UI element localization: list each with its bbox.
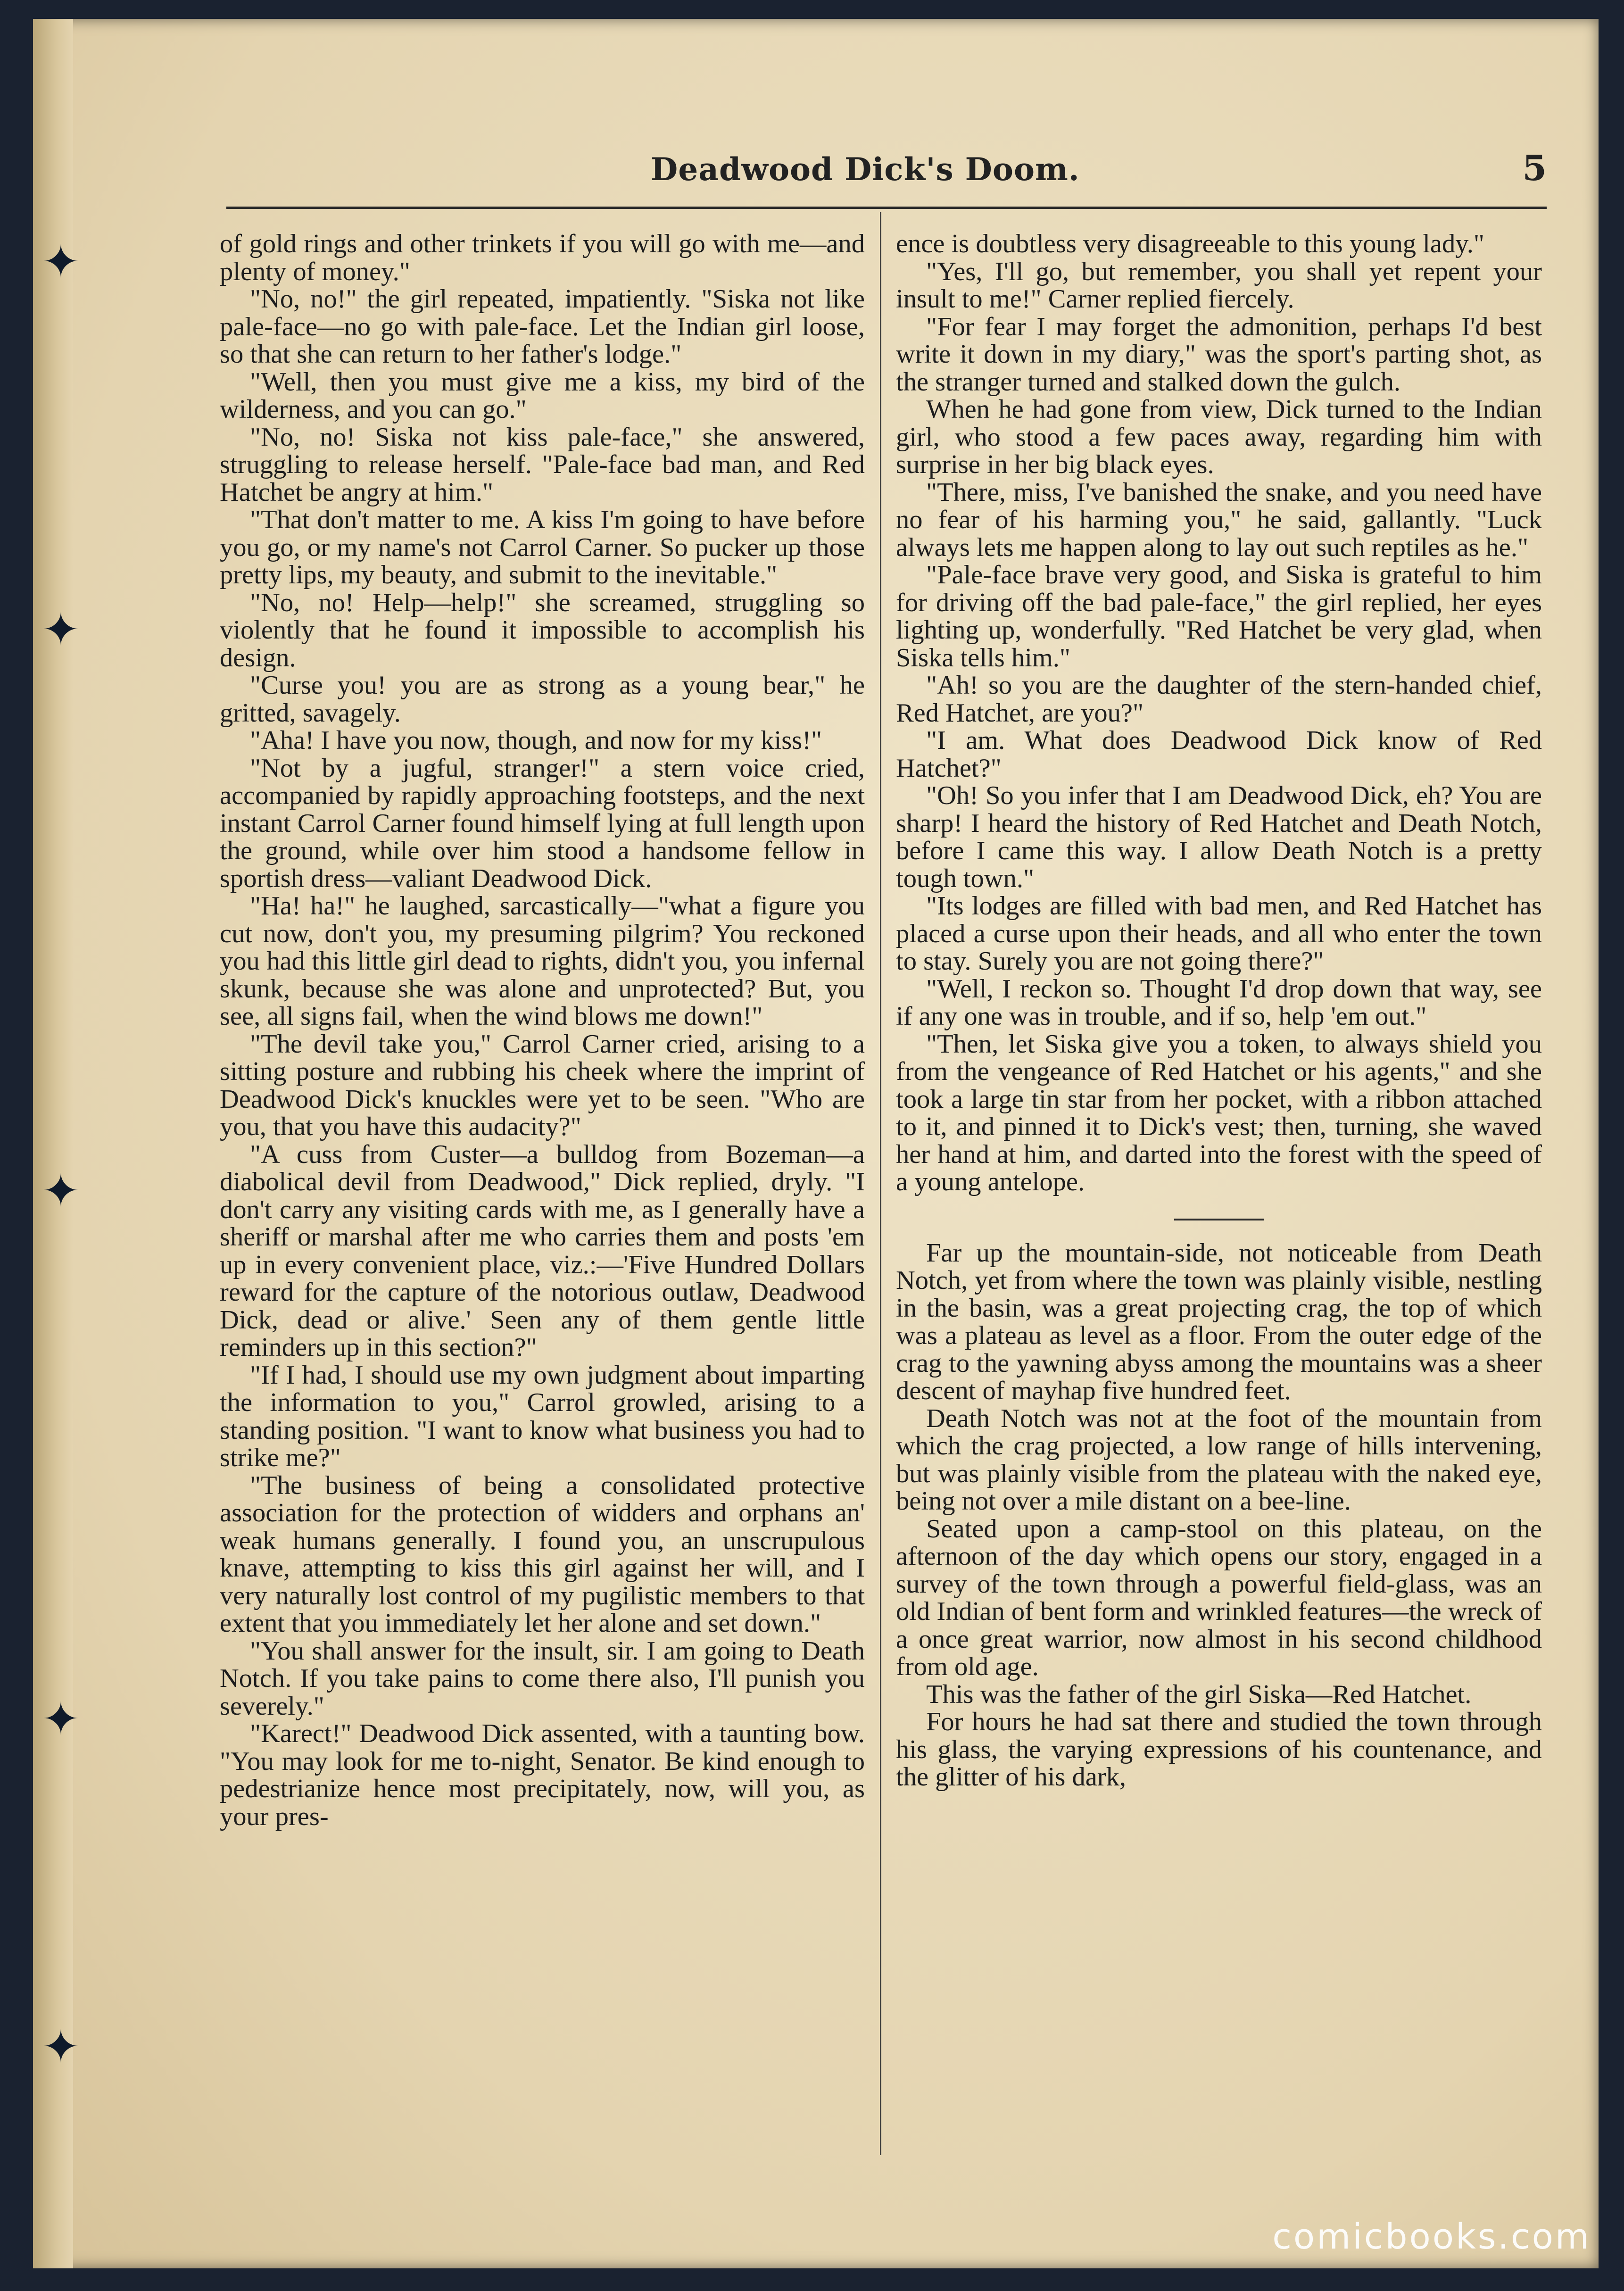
paragraph: "No, no! Help—help!" she screamed, struggling so violently that he found it impossible to accomplish his design. <box>220 588 865 672</box>
running-title: Deadwood Dick's Doom. <box>651 151 1080 188</box>
paragraph: This was the father of the girl Siska—Red Hatchet. <box>926 1679 1472 1709</box>
paragraph: "No, no! Siska not kiss pale-face," she answered, struggling to release herself. "Pale-face bad man, and Red Hatchet be angry at him." <box>220 422 865 507</box>
section-separator <box>1174 1219 1264 1220</box>
paragraph: "Curse you! you are as strong as a young bear," he gritted, savagely. <box>220 671 865 728</box>
paragraph: "No, no!" the girl repeated, impatiently. "Siska not like pale-face—no go with pale-face. Let the Indian girl loose, so that she can return to her father's lodge." <box>220 284 865 369</box>
paragraph: "Ha! ha!" he laughed, sarcastically—"what a figure you cut now, don't you, my presuming pilgrim? You reckoned you had this little girl dead to rights, didn't you, you infernal skunk, because she was alone and unprotected? But, you see, all signs fail, when the wind blows me down!" <box>220 891 865 1031</box>
running-header <box>198 141 1547 203</box>
paragraph: "Pale-face brave very good, and Siska is grateful to him for driving off the bad pale-face," the girl replied, her eyes lighting up, wonderfully. "Red Hatchet be very glad, when Siska tells him." <box>896 560 1542 672</box>
paragraph: "Well, then you must give me a kiss, my bird of the wilderness, and you can go." <box>220 367 865 424</box>
paragraph: "Yes, I'll go, but remember, you shall yet repent your insult to me!" Carner replied fiercely. <box>896 257 1542 314</box>
binding-staple-icon: ✦ <box>41 1164 80 1217</box>
right-text-column <box>896 230 1542 2140</box>
paragraph: "A cuss from Custer—a bulldog from Bozeman—a diabolical devil from Deadwood," Dick replied, dryly. "I don't carry any visiting cards with me, as I generally have a sheriff or marshal after me who carries them and posts 'em up in every convenient place, viz.:—'Five Hundred Dollars reward for the capture of the notorious outlaw, Deadwood Dick, dead or alive.' Seen any of them gentle little reminders up in this section?" <box>220 1139 865 1362</box>
paragraph: "For fear I may forget the admonition, perhaps I'd best write it down in my diary," was the sport's parting shot, as the stranger turned and stalked down the gulch. <box>896 312 1542 397</box>
paragraph: "Its lodges are filled with bad men, and Red Hatchet has placed a curse upon their heads, and all who enter the town to stay. Surely you are not going there?" <box>896 891 1542 976</box>
paragraph: "Ah! so you are the daughter of the stern-handed chief, Red Hatchet, are you?" <box>896 671 1542 728</box>
paragraph: "Aha! I have you now, though, and now for my kiss!" <box>250 726 822 755</box>
paragraph: "If I had, I should use my own judgment about imparting the information to you," Carrol growled, arising to a standing position. "I want to know what business you had to strike me?" <box>220 1360 865 1472</box>
paragraph: "Karect!" Deadwood Dick assented, with a taunting bow. "You may look for me to-night, Senator. Be kind enough to pedestrianize hence most precipitately, now, will you, as your pres- <box>220 1719 865 1831</box>
page-number: 5 <box>1522 148 1547 189</box>
paragraph: "Oh! So you infer that I am Deadwood Dick, eh? You are sharp! I heard the history of Red Hatchet and Death Notch, before I came this way. I allow Death Notch is a pretty tough town." <box>896 781 1542 893</box>
paragraph: "Then, let Siska give you a token, to always shield you from the vengeance of Red Hatchet or his agents," and she took a large tin star from her pocket, with a ribbon attached to it, and pinned it to Dick's vest; then, turning, she waved her hand at him, and darted into the forest with the speed of a young antelope. <box>896 1029 1542 1196</box>
watermark-text: comicbooks.com <box>1272 2216 1591 2257</box>
paragraph: When he had gone from view, Dick turned to the Indian girl, who stood a few paces away, regarding him with surprise in her big black eyes. <box>896 395 1542 479</box>
paragraph: "That don't matter to me. A kiss I'm going to have before you go, or my name's not Carrol Carner. So pucker up those pretty lips, my beauty, and submit to the inevitable." <box>220 505 865 589</box>
paragraph: "You shall answer for the insult, sir. I am going to Death Notch. If you take pains to come there also, I'll punish you severely." <box>220 1636 865 1721</box>
paragraph: Death Notch was not at the foot of the mountain from which the crag projected, a low range of hills intervening, but was plainly visible from the plateau with the naked eye, being not over a mile distant on a bee-line. <box>896 1403 1542 1516</box>
right-column-bottom-section <box>896 1239 1542 1791</box>
paragraph: "There, miss, I've banished the snake, and you need have no fear of his harming you," he said, gallantly. "Luck always lets me happen along to lay out such reptiles as he." <box>896 477 1542 562</box>
binding-staple-icon: ✦ <box>41 603 80 656</box>
paragraph: Far up the mountain-side, not noticeable from Death Notch, yet from where the town was plainly visible, nestling in the basin, was a great projecting crag, the top of which was a plateau as level as a floor. From the outer edge of the crag to the yawning abyss among the mountains was a sheer descent of mayhap five hundred feet. <box>896 1238 1542 1405</box>
binding-staple-icon: ✦ <box>41 235 80 288</box>
binding-staple-icon: ✦ <box>41 2020 80 2073</box>
paragraph: "The devil take you," Carrol Carner cried, arising to a sitting posture and rubbing his cheek where the imprint of Deadwood Dick's knuckles were yet to be seen. "Who are you, that you have this audacity?" <box>220 1029 865 1141</box>
paragraph: "I am. What does Deadwood Dick know of Red Hatchet?" <box>896 726 1542 783</box>
right-column-top-section <box>896 230 1542 1196</box>
left-text-column <box>220 230 865 2140</box>
binding-spine <box>33 19 73 2268</box>
paragraph: "Not by a jugful, stranger!" a stern voice cried, accompanied by rapidly approaching footsteps, and the next instant Carrol Carner found himself lying at full length upon the ground, while over him stood a handsome fellow in sportish dress—valiant Deadwood Dick. <box>220 753 865 893</box>
paragraph: of gold rings and other trinkets if you will go with me—and plenty of money." <box>220 230 865 286</box>
column-divider <box>880 212 881 2155</box>
paragraph: "Well, I reckon so. Thought I'd drop down that way, see if any one was in trouble, and if so, help 'em out." <box>896 974 1542 1031</box>
paragraph: Seated upon a camp-stool on this plateau, on the afternoon of the day which opens our story, engaged in a survey of the town through a powerful field-glass, was an old Indian of bent form and wrinkled features—the wreck of a once great warrior, now almost in his second childhood from old age. <box>896 1514 1542 1681</box>
paragraph: For hours he had sat there and studied the town through his glass, the varying expressions of his countenance, and the glitter of his dark, <box>896 1707 1542 1792</box>
binding-staple-icon: ✦ <box>41 1693 80 1745</box>
paragraph: "The business of being a consolidated protective association for the protection of widders and orphans an' weak humans generally. I found you, an unscrupulous knave, attempting to kiss this girl against her will, and I very naturally lost control of my pugilistic members to that extent that you immediately let her alone and set down." <box>220 1470 865 1638</box>
header-rule <box>226 207 1547 209</box>
paragraph: ence is doubtless very disagreeable to this young lady." <box>896 230 1484 258</box>
